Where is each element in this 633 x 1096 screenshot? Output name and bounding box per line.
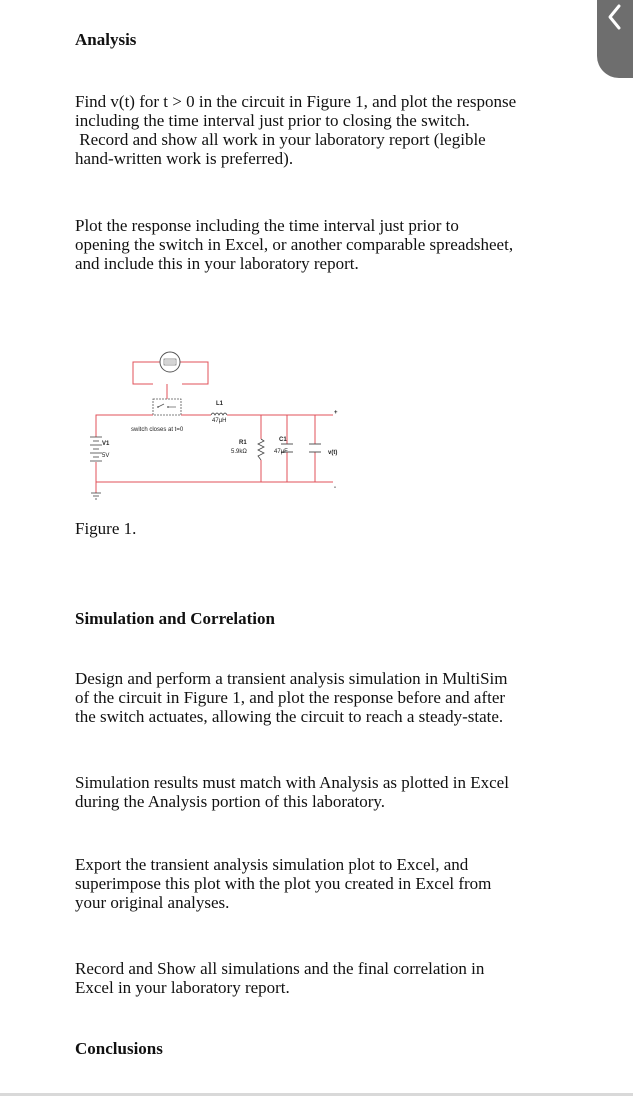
analysis-p1-line-3: Record and show all work in your laboratory report (legible xyxy=(75,130,486,149)
analysis-p1-line-1: Find v(t) for t > 0 in the circuit in Figure 1, and plot the response xyxy=(75,92,517,111)
inductor-name: L1 xyxy=(216,401,224,407)
timer-icon xyxy=(160,352,180,372)
simulation-p2-line-2: during the Analysis portion of this laboratory. xyxy=(75,792,386,811)
analysis-paragraph-2 xyxy=(75,216,575,273)
simulation-heading: Simulation and Correlation xyxy=(75,609,275,628)
simulation-p1-line-1: Design and perform a transient analysis simulation in MultiSim xyxy=(75,669,508,688)
analysis-heading: Analysis xyxy=(75,30,137,49)
simulation-p1-line-3: the switch actuates, allowing the circuit to reach a steady-state. xyxy=(75,707,504,726)
analysis-p2-line-3: and include this in your laboratory report. xyxy=(75,254,359,273)
analysis-p2-line-2: opening the switch in Excel, or another comparable spreadsheet, xyxy=(75,235,514,254)
analysis-p1-line-4: hand-written work is preferred). xyxy=(75,149,294,168)
circuit-schematic xyxy=(78,340,368,505)
back-button[interactable] xyxy=(597,0,633,78)
simulation-p4-line-1: Record and Show all simulations and the final correlation in xyxy=(75,959,485,978)
simulation-p3-line-2: superimpose this plot with the plot you created in Excel from xyxy=(75,874,492,893)
ground-symbol xyxy=(91,493,101,499)
analysis-p1-line-2: including the time interval just prior to closing the switch. xyxy=(75,111,470,130)
capacitor-name: C1 xyxy=(279,437,287,443)
simulation-paragraph-3 xyxy=(75,855,575,912)
resistor-value: 5.9kΩ xyxy=(231,449,247,455)
output-plus: + xyxy=(334,410,338,416)
chevron-left-icon xyxy=(605,2,625,32)
resistor-name: R1 xyxy=(239,440,247,446)
simulation-paragraph-1 xyxy=(75,669,575,726)
inductor-value: 47µH xyxy=(212,418,227,424)
battery-value: 5V xyxy=(102,453,110,459)
output-minus: - xyxy=(334,485,336,491)
capacitor-value: 47µF xyxy=(274,449,288,455)
simulation-paragraph-2 xyxy=(75,773,575,811)
simulation-p3-line-1: Export the transient analysis simulation plot to Excel, and xyxy=(75,855,469,874)
conclusions-heading: Conclusions xyxy=(75,1039,163,1058)
simulation-p3-line-3: your original analyses. xyxy=(75,893,230,912)
inductor-l1 xyxy=(211,413,227,415)
battery-v1 xyxy=(90,437,102,461)
simulation-p4-line-2: Excel in your laboratory report. xyxy=(75,978,290,997)
analysis-p2-line-1: Plot the response including the time interval just prior to xyxy=(75,216,459,235)
resistor-r1 xyxy=(258,439,264,460)
switch-box xyxy=(153,384,181,415)
simulation-paragraph-4 xyxy=(75,959,575,997)
battery-name: V1 xyxy=(102,441,110,447)
figure-caption: Figure 1. xyxy=(75,519,137,538)
switch-label: switch closes at t=0 xyxy=(131,427,184,433)
capacitor-c2 xyxy=(309,444,321,452)
simulation-p1-line-2: of the circuit in Figure 1, and plot the response before and after xyxy=(75,688,506,707)
simulation-p2-line-1: Simulation results must match with Analysis as plotted in Excel xyxy=(75,773,509,792)
output-label: v(t) xyxy=(328,450,338,456)
analysis-paragraph-1 xyxy=(75,92,575,168)
